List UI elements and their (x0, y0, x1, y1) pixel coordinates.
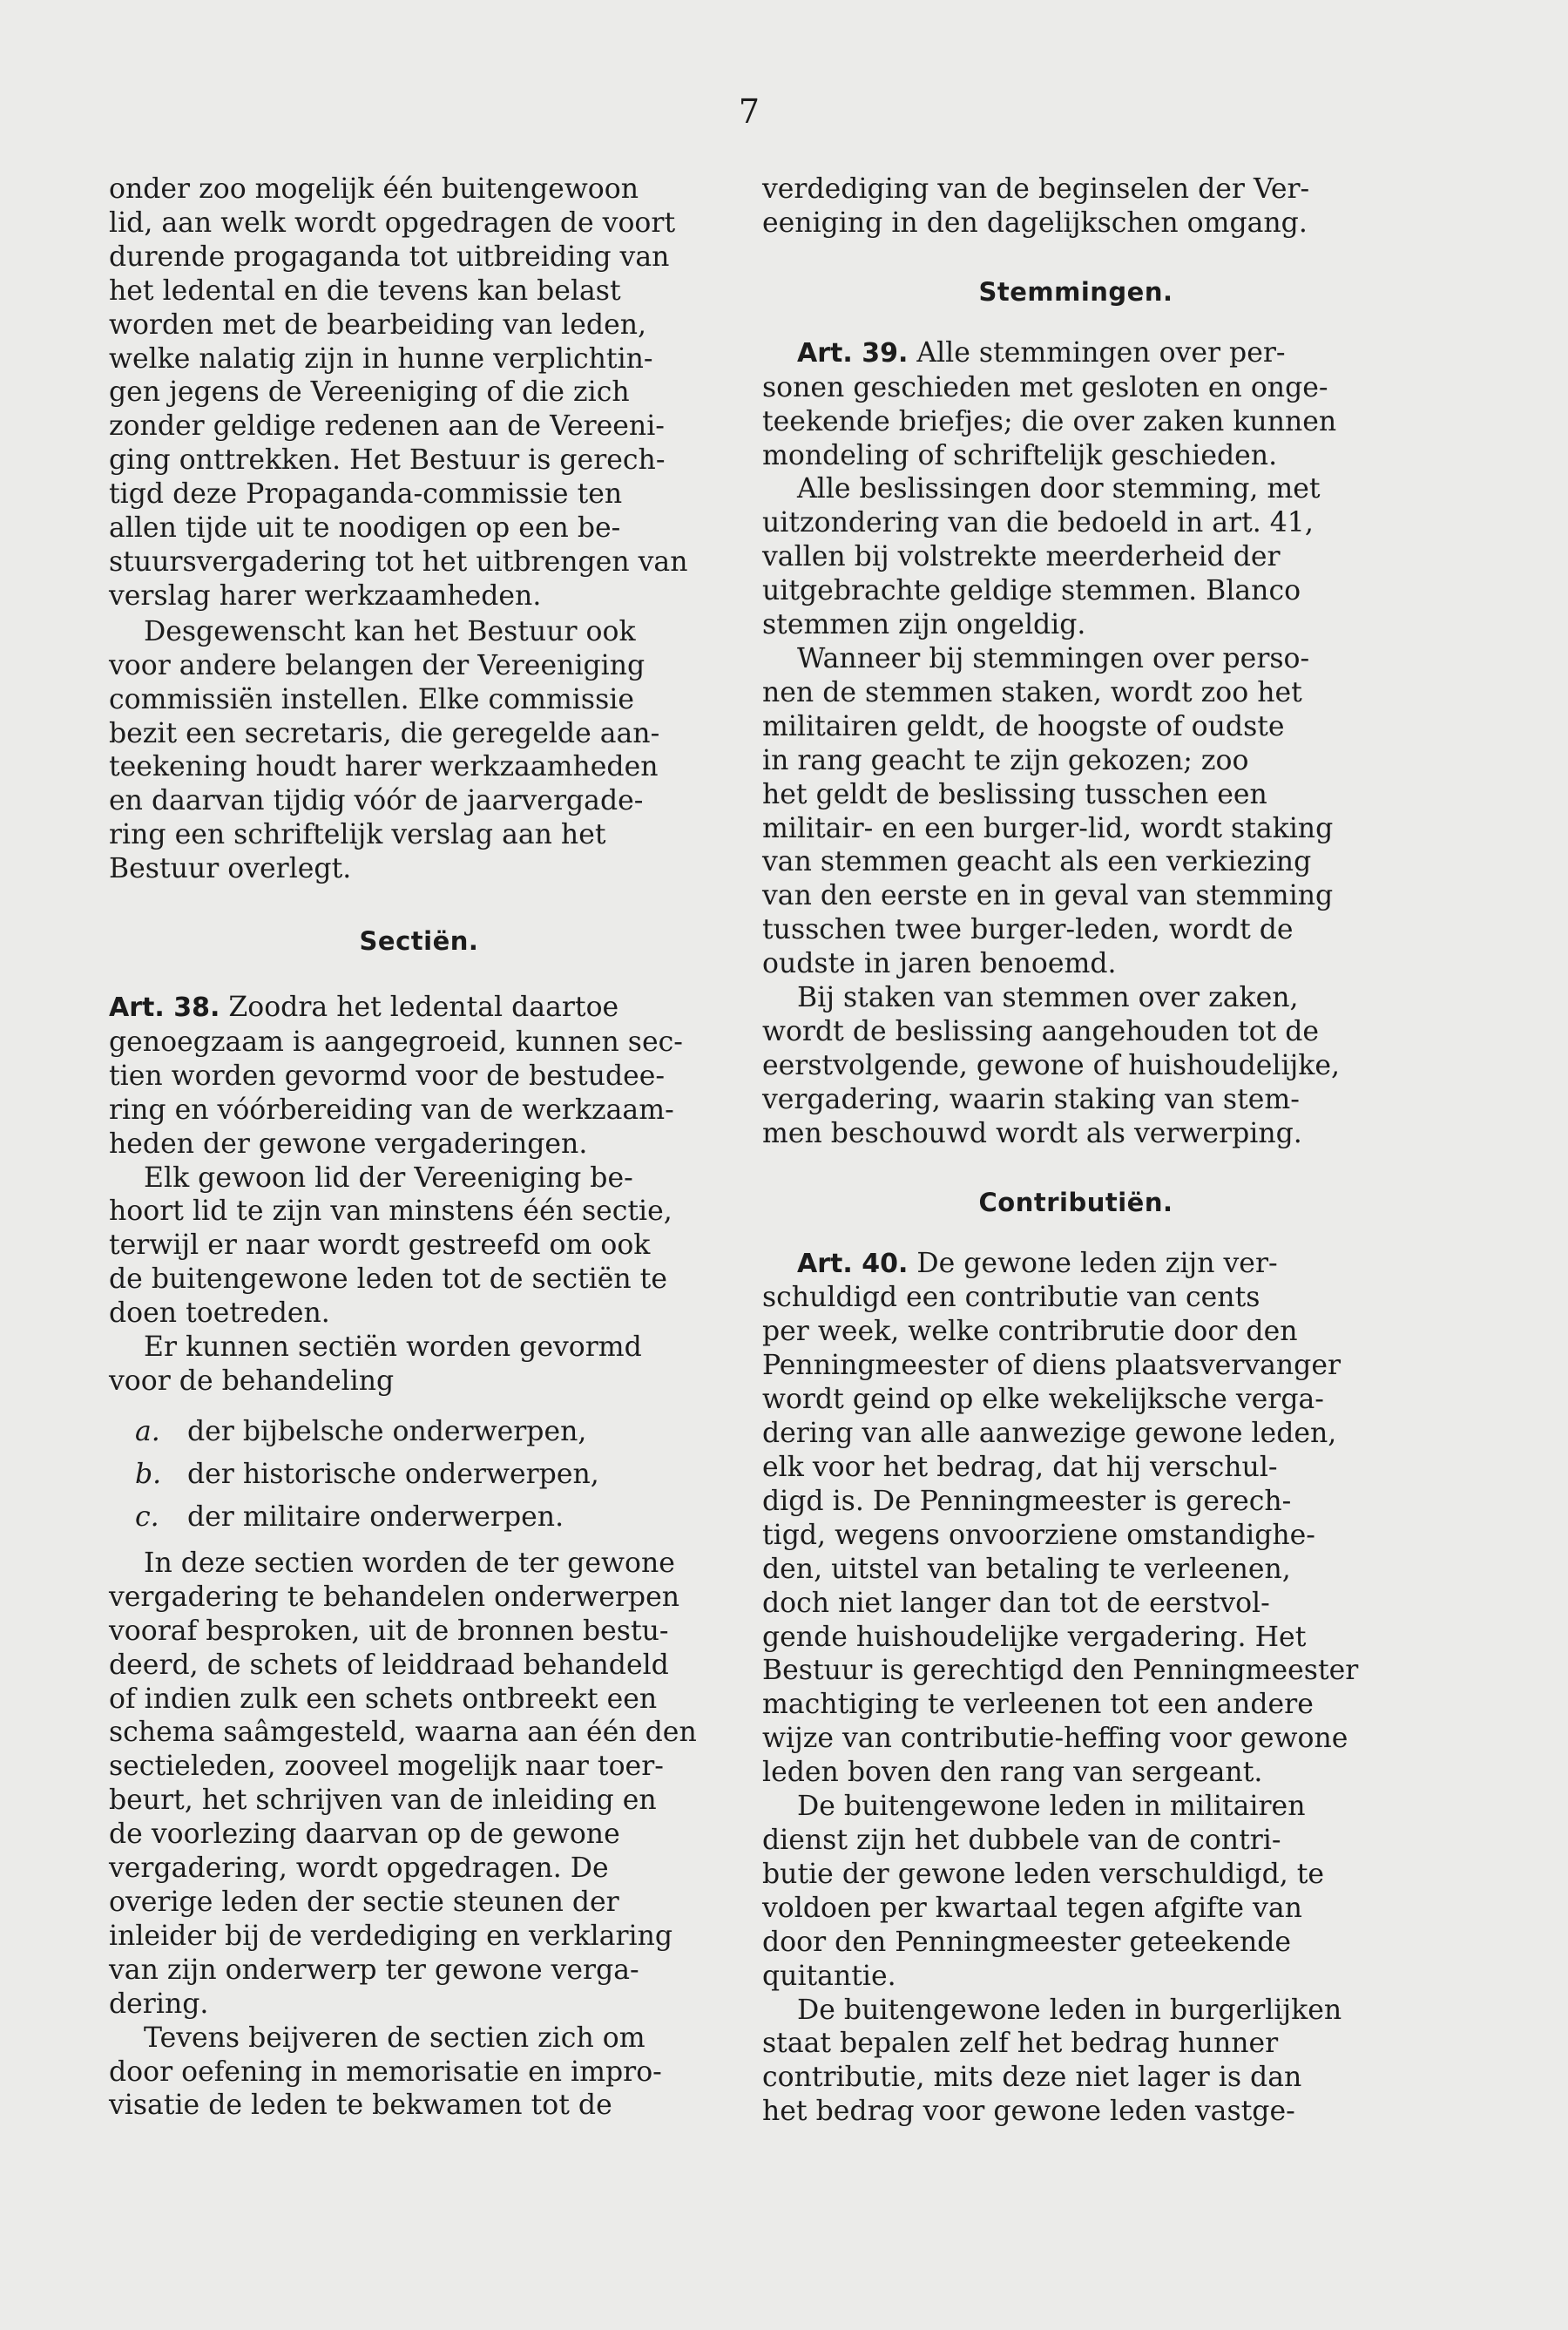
paragraph-bij-staken: Bij staken van stemmen over zaken, wordt de beslissing aangehouden tot de eerstvolgende, gewone of huishoudelijke, vergadering, waarin staking van stem- men beschouwd wordt als verwerping. (762, 982, 1341, 1149)
paragraph-tevens: Tevens beijveren de sectien zich om door oefening in memorisatie en impro- visatie de leden te bekwamen tot de (109, 2022, 662, 2122)
list-letter: a. (135, 1415, 160, 1447)
article-40-label: Art. 40. (797, 1248, 909, 1279)
paragraph-commissien: Desgewenscht kan het Bestuur ook voor andere belangen der Vereeniging commissiën instellen. Elke commissie bezit een secretaris, die geregelde aan- teekening houdt harer werkzaamheden en daarvan tijdig vóór de jaarvergade- ring een schriftelijk verslag aan het Bestuur overlegt. (109, 615, 660, 885)
paragraph-in-deze-sectien: In deze sectien worden de ter gewone vergadering te behandelen onderwerpen vooraf besproken, uit de bronnen bestu- deerd, de schets of leiddraad behandeld of indien zulk een schets ontbreekt een schema saâmgesteld, waarna aan één den sectieleden, zooveel mogelijk naar toer- beurt, het schrijven van de inleiding en de voorlezing daarvan op de gewone vergadering, wordt opgedragen. De overige leden der sectie steunen der inleider bij de verdediging en verklaring van zijn onderwerp ter gewone verga- dering. (109, 1547, 697, 2020)
paragraph-buitengewone-militairen: De buitengewone leden in militairen dienst zijn het dubbele van de contri- butie der gewone leden verschuldigd, te voldoen per kwartaal tegen afgifte van door den Penningmeester geteekende quitantie. (762, 1791, 1325, 1992)
paragraph-elk-lid: Elk gewoon lid der Vereeniging be- hoort lid te zijn van minstens één sectie, terwijl er naar wordt gestreefd om ook de buitengewone leden tot de sectiën te doen toetreden. (109, 1162, 672, 1330)
list-item (109, 1457, 729, 1492)
list-item (109, 1414, 729, 1449)
page-number: 7 (738, 92, 760, 131)
list-text: der historische onderwerpen, (187, 1458, 599, 1490)
list-letter: c. (135, 1500, 159, 1533)
paragraph-wanneer: Wanneer bij stemmingen over perso- nen de stemmen staken, wordt zoo het militairen geldt, de hoogste of oudste in rang geacht te zijn gekozen; zoo het geldt de beslissing tusschen een militair- en een burger-lid, wordt staking van stemmen geacht als een verkiezing van den eerste en in geval van stemming tusschen twee burger-leden, wordt de oudste in jaren benoemd. (762, 642, 1334, 980)
article-39-label: Art. 39. (797, 337, 909, 369)
right-column (762, 173, 1389, 2129)
list-text: der bijbelsche onderwerpen, (187, 1415, 587, 1447)
left-column (109, 173, 729, 2123)
list-letter: b. (135, 1458, 162, 1490)
article-40-text: De gewone leden zijn ver- schuldigd een contributie van cents per week, welke contribrutie door den Penningmeester of diens plaatsvervanger wordt geind op elke wekelijksche verga- dering van alle aanwezige gewone leden, elk voor het bedrag, dat hij verschul- digd is. De Penningmeester is gerech- tigd, wegens onvoorziene omstandighe- den, uitstel van betaling te verleenen, doch niet langer dan tot de eerstvol- gende huishoudelijke vergadering. Het Bestuur is gerechtigd den Penningmeester machtiging te verleenen tot een andere wijze van contributie-heffing voor gewone leden boven den rang van sergeant. (762, 1247, 1359, 1789)
paragraph-er-kunnen: Er kunnen sectiën worden gevormd voor de behandeling (109, 1331, 642, 1397)
paragraph-alle-beslissingen: Alle beslissingen door stemming, met uitzondering van die bedoeld in art. 41, vallen bij volstrekte meerderheid der uitgebrachte geldige stemmen. Blanco stemmen zijn ongeldig. (762, 473, 1321, 641)
list-item (109, 1500, 729, 1534)
heading-stemmingen: Stemmingen. (978, 276, 1173, 307)
list-text: der militaire onderwerpen. (187, 1500, 564, 1533)
heading-sectien: Sectiën. (359, 926, 479, 957)
paragraph-buitengewone-burgerlijk: De buitengewone leden in burgerlijken staat bepalen zelf het bedrag hunner contributie, mits deze niet lager is dan het bedrag voor gewone leden vastge- (762, 1994, 1342, 2128)
paragraph-propaganda: onder zoo mogelijk één buitengewoon lid, aan welk wordt opgedragen de voort durende progaganda tot uitbreiding van het ledental en die tevens kan belast worden met de bearbeiding van leden, welke nalatig zijn in hunne verplichtin- gen jegens de Vereeniging of die zich zonder geldige redenen aan de Vereeni- ging onttrekken. Het Bestuur is gerech- tigd deze Propaganda-commissie ten allen tijde uit te noodigen op een be- stuursvergadering tot het uitbrengen van verslag harer werkzaamheden. (109, 173, 688, 612)
paragraph-verdediging: verdediging van de beginselen der Ver- eeniging in den dagelijkschen omgang. (762, 173, 1310, 239)
heading-contributien: Contributiën. (978, 1187, 1173, 1217)
article-39-text: Alle stemmingen over per- sonen geschieden met gesloten en onge- teekende briefjes; die over zaken kunnen mondeling of schriftelijk geschieden. (762, 336, 1337, 471)
article-38 (109, 991, 729, 1162)
article-38-text: Zoodra het ledental daartoe genoegzaam is aangegroeid, kunnen sec- tien worden gevormd voor de bestudee- ring en vóórbereiding van de werkzaam- heden der gewone vergaderingen. (109, 992, 683, 1160)
section-list (109, 1414, 729, 1534)
article-38-label: Art. 38. (109, 992, 220, 1024)
article-40 (762, 1247, 1389, 1791)
article-39 (762, 336, 1389, 473)
